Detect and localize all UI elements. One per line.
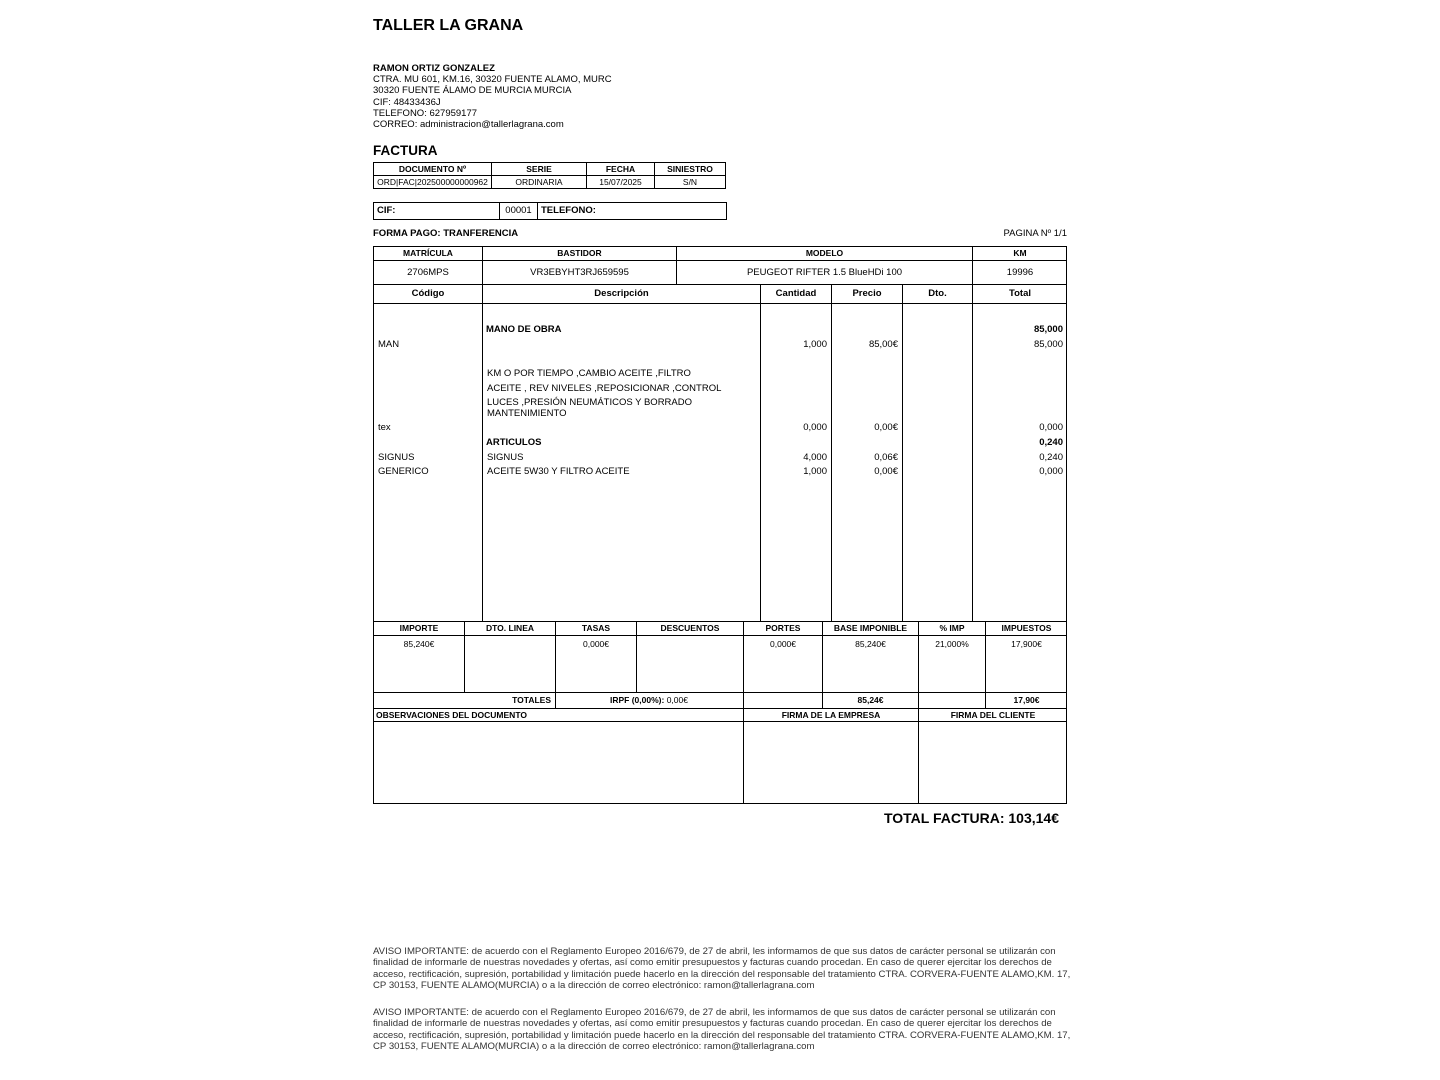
divider [482,284,483,622]
divider [972,284,973,622]
line-quantity: 1,000 [803,466,827,477]
articles-section-total: 0,240 [1039,437,1063,448]
km-value: 19996 [1006,267,1034,278]
line-total: 0,240 [1039,452,1063,463]
client-box [373,202,727,220]
observations-label: OBSERVACIONES DEL DOCUMENTO [376,710,527,720]
price-column-header: Precio [852,288,882,299]
quantity-column-header: Cantidad [775,288,817,299]
client-code-cell [500,203,538,219]
irpf-label: IRPF (0,00%): [610,695,665,705]
document-info-value-row [374,176,726,189]
tax-percent-value: 21,000% [935,639,969,649]
claim-value: S/N [655,176,726,189]
claim-header: SINIESTRO [655,163,726,176]
shipping-value: 0,000€ [770,639,796,649]
document-title: FACTURA [373,143,438,158]
line-description: KM O POR TIEMPO ,CAMBIO ACEITE ,FILTRO [487,368,691,379]
divider [374,303,1066,304]
divider [760,284,761,622]
line-price: 85,00€ [868,339,898,350]
client-cif-label: CIF: [377,205,396,216]
line-description: SIGNUS [487,452,524,463]
tax-base-total: 85,24€ [857,695,884,705]
labor-section-title: MANO DE OBRA [486,324,562,335]
document-info-table [373,162,726,189]
divider [374,721,1066,722]
line-description: LUCES ,PRESIÓN NEUMÁTICOS Y BORRADO [487,397,692,408]
page-number: PAGINA Nº 1/1 [1003,228,1067,239]
km-header: KM [1013,248,1027,258]
issuer-address-2: 30320 FUENTE ÁLAMO DE MURCIA MURCIA [373,85,572,97]
line-description: MANTENIMIENTO [487,408,567,419]
chassis-header: BASTIDOR [557,248,602,258]
line-quantity: 4,000 [803,452,827,463]
irpf-value: 0,00€ [666,695,688,705]
taxes-value: 17,900€ [1011,639,1042,649]
issuer-block [373,63,612,130]
line-code: SIGNUS [378,452,415,463]
line-price: 0,00€ [874,422,898,433]
divider [374,692,1066,693]
chassis-value: VR3EBYHT3RJ659595 [530,267,629,278]
line-quantity: 0,000 [803,422,827,433]
divider [902,284,903,622]
discounts-header: DESCUENTOS [660,623,720,633]
line-description: ACEITE , REV NIVELES ,REPOSICIONAR ,CONTROL [487,383,722,394]
issuer-owner: RAMON ORTIZ GONZALEZ [373,63,495,74]
client-phone-cell [538,203,596,219]
line-discount-header: DTO. LINEA [485,623,534,633]
fees-header: TASAS [581,623,611,633]
divider [374,284,1066,285]
total-column-header: Total [1009,288,1031,299]
discount-column-header: Dto. [928,288,947,299]
totals-label: TOTALES [512,695,551,705]
issuer-address-1: CTRA. MU 601, KM.16, 30320 FUENTE ALAMO, MURC [373,74,612,86]
issuer-phone: TELEFONO: 627959177 [373,107,478,119]
tax-base-header: BASE IMPONIBLE [833,623,908,633]
line-total: 0,000 [1039,466,1063,477]
client-signature-label: FIRMA DEL CLIENTE [950,710,1036,720]
tax-percent-header: % IMP [939,623,965,633]
fees-value: 0,000€ [583,639,609,649]
model-value: PEUGEOT RIFTER 1.5 BlueHDi 100 [746,267,903,278]
client-code: 00001 [505,205,532,216]
client-phone-label: TELEFONO: [541,205,596,216]
doc-number-header: DOCUMENTO Nº [374,163,492,176]
privacy-notice: AVISO IMPORTANTE: de acuerdo con el Reglamento Europeo 2016/679, de 27 de abril, les informamos de que sus datos de carácter personal se utilizarán con finalidad de informarle de nuestras novedades y ofertas, así como emitir presupuestos y facturas cuando procedan. En caso de querer ejercitar los derechos de acceso, rectificación, supresión, portabilidad y limitación puede hacerlo en la dirección del responsable del tratamiento CTRA. CORVERA-FUENTE ALAMO,KM. 17, CP 30153, FUENTE ALAMO(MURCIA) o a la dirección de correo electrónico: ramon@tallerlagrana.com [373,946,1071,991]
invoice-total: TOTAL FACTURA: 103,14€ [883,810,1059,826]
line-total: 0,000 [1039,422,1063,433]
description-column-header: Descripción [594,288,649,299]
line-code: tex [378,422,391,433]
divider [374,635,1066,636]
doc-number-value: ORD|FAC|202500000000962 [374,176,492,189]
line-price: 0,06€ [874,452,898,463]
shipping-header: PORTES [765,623,801,633]
line-code: MAN [378,339,400,350]
model-header: MODELO [805,248,844,258]
issuer-email: CORREO: administracion@tallerlagrana.com [373,119,564,131]
divider [555,622,556,708]
plate-header: MATRÍCULA [403,248,453,258]
document-info-header-row [374,163,726,176]
articles-section-title: ARTICULOS [486,437,542,448]
date-value: 15/07/2025 [587,176,655,189]
amount-header: IMPORTE [399,623,439,633]
irpf-block [610,695,688,705]
line-price: 0,00€ [874,466,898,477]
labor-section-total: 85,000 [1033,324,1063,335]
divider [831,284,832,622]
series-value: ORDINARIA [492,176,587,189]
plate-value: 2706MPS [407,267,449,278]
line-quantity: 1,000 [803,339,827,350]
divider [374,708,1066,709]
code-column-header: Código [411,288,445,299]
amount-value: 85,240€ [403,639,435,649]
invoice-lines-box [373,246,1067,622]
taxes-total: 17,90€ [1013,695,1040,705]
issuer-cif: CIF: 48433436J [373,96,441,108]
company-signature-label: FIRMA DE LA EMPRESA [781,710,881,720]
payment-method: FORMA PAGO: TRANFERENCIA [373,228,519,239]
taxes-header: IMPUESTOS [1001,623,1052,633]
totals-box [373,621,1067,804]
line-description: ACEITE 5W30 Y FILTRO ACEITE [487,466,630,477]
tax-base-value: 85,240€ [855,639,886,649]
line-code: GENERICO [378,466,429,477]
date-header: FECHA [587,163,655,176]
line-total: 85,000 [1033,339,1063,350]
client-cif-cell [374,203,500,219]
company-name: TALLER LA GRANA [373,17,524,34]
privacy-notice: AVISO IMPORTANTE: de acuerdo con el Reglamento Europeo 2016/679, de 27 de abril, les informamos de que sus datos de carácter personal se utilizarán con finalidad de informarle de nuestras novedades y ofertas, así como emitir presupuestos y facturas cuando procedan. En caso de querer ejercitar los derechos de acceso, rectificación, supresión, portabilidad y limitación puede hacerlo en la dirección del responsable del tratamiento CTRA. CORVERA-FUENTE ALAMO,KM. 17, CP 30153, FUENTE ALAMO(MURCIA) o a la dirección de correo electrónico: ramon@tallerlagrana.com [373,1007,1071,1052]
series-header: SERIE [492,163,587,176]
divider [374,260,1066,261]
